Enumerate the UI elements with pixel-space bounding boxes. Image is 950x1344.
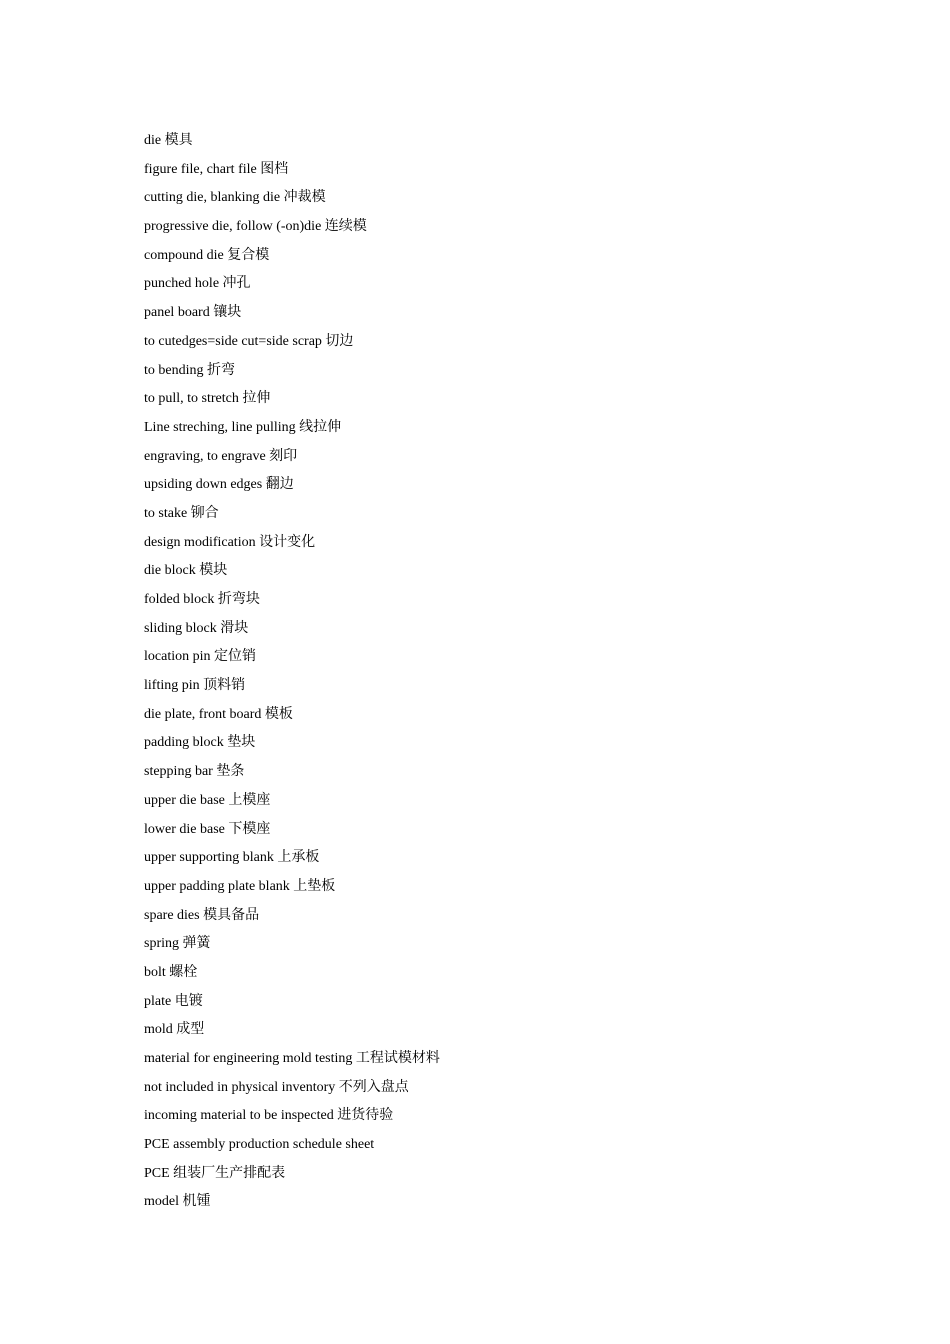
- glossary-line: compound die 复合模: [144, 247, 270, 263]
- glossary-line: panel board 镶块: [144, 305, 242, 321]
- glossary-line: progressive die, follow (-on)die 连续模: [144, 219, 367, 235]
- glossary-line: mold 成型: [144, 1022, 205, 1038]
- glossary-line: upsiding down edges 翻边: [144, 477, 294, 493]
- glossary-term-list: [144, 131, 440, 1221]
- glossary-line: padding block 垫块: [144, 735, 256, 751]
- glossary-line: die plate, front board 模板: [144, 706, 293, 722]
- glossary-line: incoming material to be inspected 进货待验: [144, 1108, 394, 1124]
- glossary-line: punched hole 冲孔: [144, 276, 251, 292]
- glossary-line: upper padding plate blank 上垫板: [144, 878, 336, 894]
- glossary-line: location pin 定位销: [144, 649, 256, 665]
- glossary-line: cutting die, blanking die 冲裁模: [144, 190, 326, 206]
- glossary-line: upper die base 上模座: [144, 792, 271, 808]
- glossary-line: plate 电镀: [144, 993, 203, 1009]
- glossary-line: to bending 折弯: [144, 362, 235, 378]
- glossary-line: folded block 折弯块: [144, 592, 260, 607]
- glossary-line: die block 模块: [144, 563, 228, 579]
- glossary-line: PCE assembly production schedule sheet: [144, 1137, 375, 1153]
- glossary-line: die 模具: [144, 133, 193, 148]
- glossary-line: not included in physical inventory 不列入盘点: [144, 1079, 409, 1095]
- glossary-line: design modification 设计变化: [144, 534, 316, 550]
- glossary-line: model 机锺: [144, 1194, 211, 1210]
- glossary-line: engraving, to engrave 刻印: [144, 448, 298, 464]
- glossary-line: to pull, to stretch 拉伸: [144, 391, 271, 407]
- glossary-line: PCE 组装厂生产排配表: [144, 1165, 286, 1181]
- glossary-line: lifting pin 顶料销: [144, 678, 246, 694]
- glossary-line: spare dies 模具备品: [144, 907, 260, 923]
- glossary-line: material for engineering mold testing 工程试模材料: [144, 1051, 440, 1066]
- glossary-line: spring 弹簧: [144, 936, 211, 952]
- glossary-line: upper supporting blank 上承板: [144, 850, 320, 866]
- glossary-line: sliding block 滑块: [144, 620, 249, 636]
- glossary-line: to cutedges=side cut=side scrap 切边: [144, 333, 354, 349]
- glossary-line: figure file, chart file 图档: [144, 161, 289, 177]
- glossary-line: lower die base 下模座: [144, 821, 271, 837]
- glossary-line: to stake 铆合: [144, 505, 219, 521]
- glossary-line: stepping bar 垫条: [144, 764, 245, 780]
- glossary-line: Line streching, line pulling 线拉伸: [144, 419, 342, 435]
- glossary-line: bolt 螺栓: [144, 964, 198, 980]
